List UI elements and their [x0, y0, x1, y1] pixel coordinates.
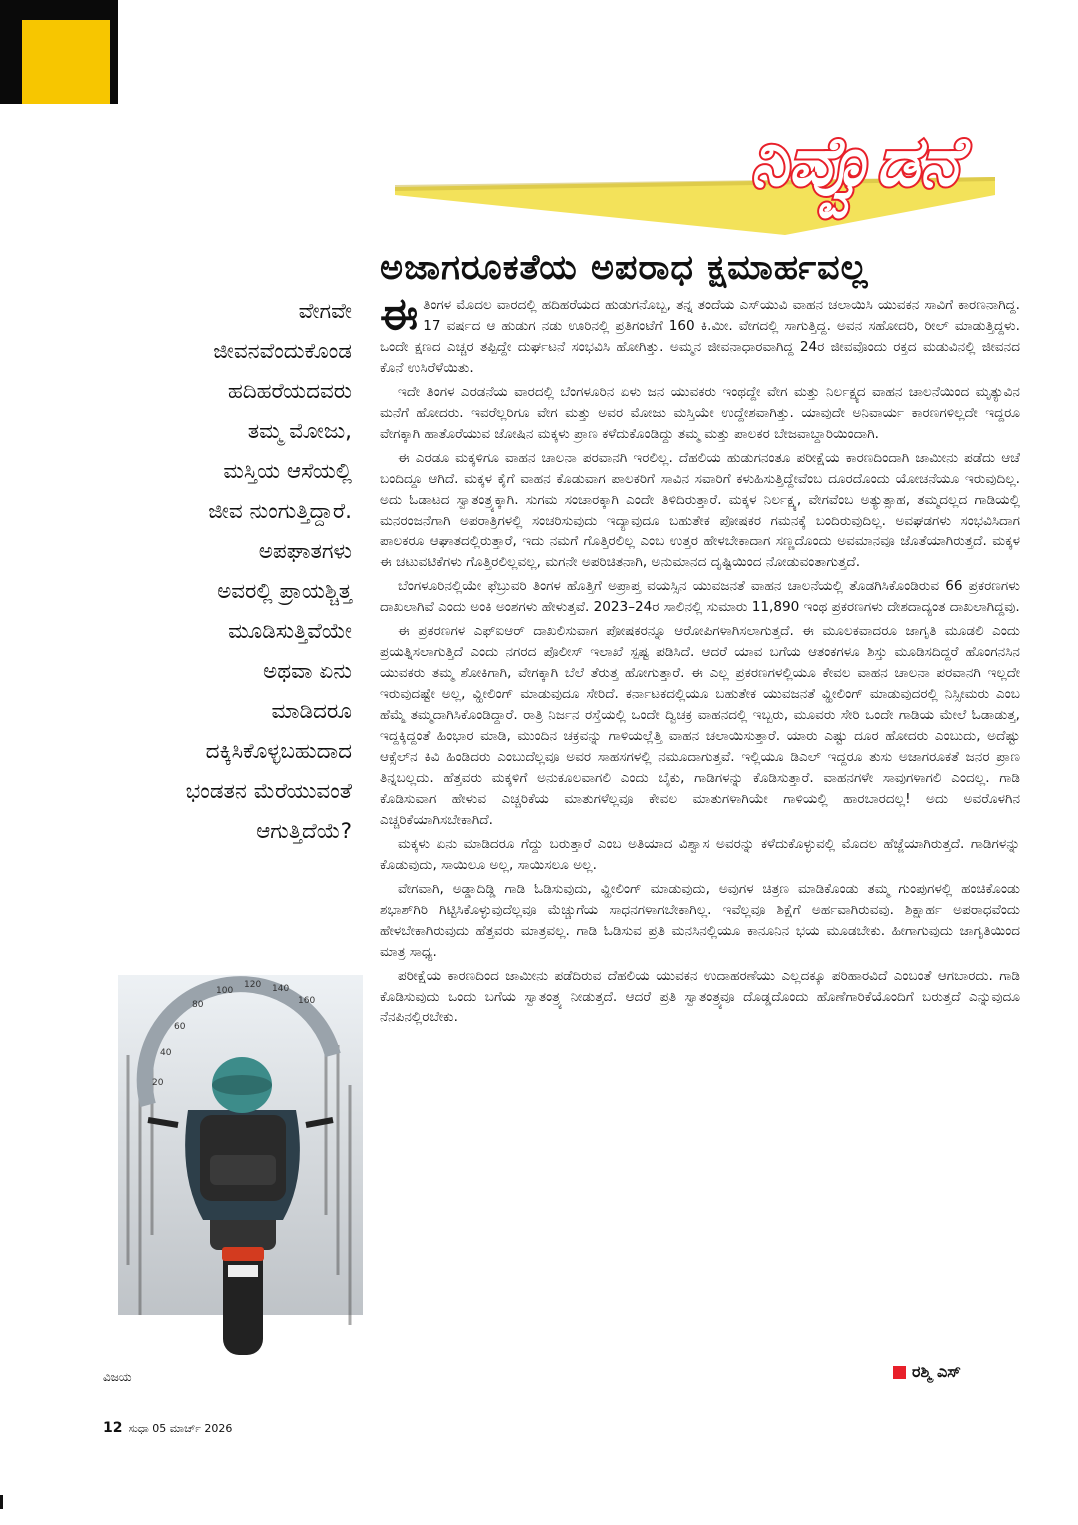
page-number: 12: [103, 1420, 123, 1436]
motorcycle-rider-illustration: [118, 935, 363, 1375]
drop-cap: ಈ: [380, 289, 419, 340]
photo-credit: ವಿಜಯ: [103, 1370, 132, 1384]
pull-quote-line: ಮಾಡಿದರೂ: [271, 699, 352, 724]
page-edge-mark: [0, 1495, 3, 1509]
helmet-band: [212, 1075, 272, 1095]
speedo-tick: 40: [160, 1048, 172, 1058]
byline-marker: [893, 1366, 906, 1379]
speedo-tick: 140: [272, 984, 290, 994]
tail-light: [222, 1247, 264, 1261]
speedo-tick: 20: [152, 1078, 164, 1088]
pull-quote-line: ಹದಿಹರೆಯದವರು: [227, 379, 352, 404]
article-paragraph: ಈತಿಂಗಳ ಮೊದಲ ವಾರದಲ್ಲಿ ಹದಿಹರೆಯದ ಹುಡುಗನೊಬ್ಬ, ತನ್ನ ತಂದೆಯ ಎಸ್‌ಯುವಿ ವಾಹನ ಚಲಾಯಿಸಿ ಯುವಕನ ಸಾವಿಗೆ ಕಾರಣನಾಗಿದ್ದ. 17 ವರ್ಷದ ಆ ಹುಡುಗ ನಡು ಊರಿನಲ್ಲಿ ಪ್ರತಿಗಂಟೆಗೆ 160 ಕಿ.ಮೀ. ವೇಗದಲ್ಲಿ ಸಾಗುತ್ತಿದ್ದ. ಅವನ ಸಹೋದರಿ, ರೀಲ್ ಮಾಡುತ್ತಿದ್ದಳು. ಒಂದೇ ಕ್ಷಣದ ಎಚ್ಚರ ತಪ್ಪಿದ್ದೇ ದುರ್ಘಟನೆ ಸಂಭವಿಸಿ ಹೋಗಿತ್ತು. ಅಮ್ಮನ ಜೀವನಾಧಾರವಾಗಿದ್ದ 24ರ ಜೀವವೊಂದು ರಕ್ತದ ಮಡುವಿನಲ್ಲಿ ಜೀವನದ ಕೊನೆ ಉಸಿರೆಳೆಯಿತು.: [380, 289, 1020, 376]
page-footer: [103, 1420, 232, 1436]
masthead-title: ನಿವ್ವೊಡನೆ: [750, 123, 960, 202]
pull-quote: [120, 292, 352, 852]
pull-quote-line: ಆಗುತ್ತಿದೆಯೆ?: [256, 819, 352, 844]
author-name: ರಶ್ಮಿ ಎಸ್: [912, 1362, 961, 1381]
article-paragraph: ಪರೀಕ್ಷೆಯ ಕಾರಣದಿಂದ ಜಾಮೀನು ಪಡೆದಿರುವ ದೆಹಲಿಯ ಯುವಕನ ಉದಾಹರಣೆಯು ಎಲ್ಲದಕ್ಕೂ ಪರಿಹಾರವಿದೆ ಎಂಬಂತೆ ಆಗಬಾರದು. ಗಾಡಿ ಕೊಡಿಸುವುದು ಒಂದು ಬಗೆಯ ಸ್ವಾತಂತ್ರ್ಯ ನೀಡುತ್ತದೆ. ಆದರೆ ಪ್ರತಿ ಸ್ವಾತಂತ್ರ್ಯವೂ ದೊಡ್ಡದೊಂದು ಹೊಣೆಗಾರಿಕೆಯೊಂದಿಗೆ ಬರುತ್ತದೆ ಎನ್ನುವುದೂ ನೆನಪಿನಲ್ಲಿರಬೇಕು.: [380, 967, 1020, 1026]
speedo-tick: 60: [174, 1022, 186, 1032]
pull-quote-line: ದಕ್ಕಿಸಿಕೊಳ್ಳಬಹುದಾದ: [205, 739, 352, 764]
article-paragraph: ಈ ಎರಡೂ ಮಕ್ಕಳಿಗೂ ವಾಹನ ಚಾಲನಾ ಪರವಾನಗಿ ಇರಲಿಲ್ಲ. ದೆಹಲಿಯ ಹುಡುಗನಂತೂ ಪರೀಕ್ಷೆಯ ಕಾರಣದಿಂದಾಗಿ ಜಾಮೀನು ಪಡೆದು ಆಚೆ ಬಂದಿದ್ದೂ ಆಗಿದೆ. ಮಕ್ಕಳ ಕೈಗೆ ವಾಹನ ಕೊಡುವಾಗ ಪಾಲಕರಿಗೆ ಸಾವಿನ ಸವಾರಿಗೆ ಕಳುಹಿಸುತ್ತಿದ್ದೇವೆಂಬ ದೂರದೊಂದು ಯೋಚನೆಯೂ ಇರುವುದಿಲ್ಲ. ಅದು ಓಡಾಟದ ಸ್ವಾತಂತ್ರ್ಯಕ್ಕಾಗಿ. ಸುಗಮ ಸಂಚಾರಕ್ಕಾಗಿ ಎಂದೇ ತಿಳಿದಿರುತ್ತಾರೆ. ಮಕ್ಕಳ ನಿರ್ಲಕ್ಷ್ಯ, ವೇಗವೆಂಬ ಅತ್ಯುತ್ಸಾಹ, ತಮ್ಮದಲ್ಲದ ಗಾಡಿಯಲ್ಲಿ ಮನರಂಜನೆಗಾಗಿ ಅಪರಾತ್ರಿಗಳಲ್ಲಿ ಸಂಚರಿಸುವುದು ಇದ್ಯಾವುದೂ ಬಹುತೇಕ ಪೋಷಕರ ಗಮನಕ್ಕೆ ಬಂದಿರುವುದಿಲ್ಲ. ಅವಘಡಗಳು ಸಂಭವಿಸಿದಾಗ ಪಾಲಕರೂ ಆಘಾತದಲ್ಲಿರುತ್ತಾರೆ, ಇದು ನಮಗೆ ಗೊತ್ತಿರಲಿಲ್ಲ ಎಂಬ ಉತ್ತರ ಹೇಳಬೇಕಾದಾಗ ಸಣ್ಣದೊಂದು ಅವಮಾನವೂ ಜೊತೆಯಾಗಿರುತ್ತದೆ. ಮಕ್ಕಳ ಈ ಚಟುವಟಿಕೆಗಳು ಗೊತ್ತಿರಲಿಲ್ಲವಲ್ಲ, ಮಗನೇ ಅಪರಿಚಿತನಾಗಿ, ಅನುಮಾನದ ದೃಷ್ಟಿಯಿಂದ ನೋಡುವಂತಾಗುತ್ತದೆ.: [380, 449, 1020, 571]
speedo-tick: 120: [244, 980, 262, 990]
backpack-pocket: [210, 1155, 276, 1185]
pull-quote-line: ಮಸ್ತಿಯ ಆಸೆಯಲ್ಲಿ: [223, 459, 352, 484]
article-paragraph: ವೇಗವಾಗಿ, ಅಡ್ಡಾದಿಡ್ಡಿ ಗಾಡಿ ಓಡಿಸುವುದು, ವ್ಹೀಲಿಂಗ್ ಮಾಡುವುದು, ಅವುಗಳ ಚಿತ್ರಣ ಮಾಡಿಕೊಂಡು ತಮ್ಮ ಗುಂಪುಗಳಲ್ಲಿ ಹಂಚಿಕೊಂಡು ಶಭಾಶ್‌ಗಿರಿ ಗಿಟ್ಟಿಸಿಕೊಳ್ಳುವುದೆಲ್ಲವೂ ಮೆಚ್ಚುಗೆಯ ಸಾಧನಗಳಾಗಬೇಕಾಗಿಲ್ಲ. ಇವೆಲ್ಲವೂ ಶಿಕ್ಷೆಗೆ ಅರ್ಹವಾಗಿರುವವು. ಶಿಕ್ಷಾರ್ಹ ಅಪರಾಧವೆಂದು ಹೇಳಬೇಕಾಗಿರುವುದು ಹೆತ್ತವರು ಮಾತ್ರವಲ್ಲ. ಗಾಡಿ ಓಡಿಸುವ ಪ್ರತಿ ಮನಸಿನಲ್ಲಿಯೂ ಕಾನೂನಿನ ಭಯ ಮೂಡಬೇಕು. ಹೀಗಾಗುವುದು ಜಾಗೃತಿಯಿಂದ ಮಾತ್ರ ಸಾಧ್ಯ.: [380, 880, 1020, 960]
article-paragraph: ಈ ಪ್ರಕರಣಗಳ ಎಫ್‌ಐಆರ್ ದಾಖಲಿಸುವಾಗ ಪೋಷಕರನ್ನೂ ಆರೋಪಿಗಳಾಗಿಸಲಾಗುತ್ತದೆ. ಈ ಮೂಲಕವಾದರೂ ಜಾಗೃತಿ ಮೂಡಲಿ ಎಂದು ಪ್ರಯತ್ನಿಸಲಾಗುತ್ತಿದೆ ಎಂದು ನಗರದ ಪೊಲೀಸ್ ಇಲಾಖೆ ಸ್ಪಷ್ಟ ಪಡಿಸಿದೆ. ಆದರೆ ಯಾವ ಬಗೆಯ ಆತಂಕಗಳೂ ಶಿಸ್ತು ಮೂಡಿಸದಿದ್ದರೆ ಹೊಂಗನಸಿನ ಯುವಕರು ತಮ್ಮ ಶೋಕಿಗಾಗಿ, ವೇಗಕ್ಕಾಗಿ ಬೆಲೆ ತೆರುತ್ತ ಹೋಗುತ್ತಾರೆ. ಈ ಎಲ್ಲ ಪ್ರಕರಣಗಳಲ್ಲಿಯೂ ಕೇವಲ ವಾಹನ ಚಾಲನಾ ಪರವಾನಗಿ ಇಲ್ಲದೇ ಇರುವುದಷ್ಟೇ ಅಲ್ಲ, ವ್ಹೀಲಿಂಗ್ ಮಾಡುವುದೂ ಸೇರಿದೆ. ಕರ್ನಾಟಕದಲ್ಲಿಯೂ ಬಹುತೇಕ ಯುವಜನತೆ ವ್ಹೀಲಿಂಗ್ ಮಾಡುವುದರಲ್ಲಿ ನಿಸ್ಸೀಮರು ಎಂಬ ಹೆಮ್ಮೆ ತಮ್ಮದಾಗಿಸಿಕೊಂಡಿದ್ದಾರೆ. ರಾತ್ರಿ ನಿರ್ಜನ ರಸ್ತೆಯಲ್ಲಿ ಒಂದೇ ದ್ವಿಚಕ್ರ ವಾಹನದಲ್ಲಿ ಇಬ್ಬರು, ಮೂವರು ಸೇರಿ ಒಂದೇ ಗಾಡಿಯ ಮೇಲೆ ಓಡಾಡುತ್ತ, ಇದ್ದಕ್ಕಿದ್ದಂತೆ ಹಿಂಭಾರ ಮಾಡಿ, ಮುಂದಿನ ಚಕ್ರವನ್ನು ಗಾಳಿಯಲ್ಲೆತ್ತಿ ವಾಹನ ಚಲಾಯಿಸುತ್ತಾರೆ. ಯಾರು ಎಷ್ಟು ದೂರ ಹೋದರು ಎಂಬುದು, ಅದೆಷ್ಟು ಆಕ್ಸೆಲ್‌ನ ಕಿವಿ ಹಿಂಡಿದರು ಎಂಬುದೆಲ್ಲವೂ ಅವರ ಸಾಹಸಗಳಲ್ಲಿ ನಮೂದಾಗುತ್ತವೆ. ಇಲ್ಲಿಯೂ ಡಿಎಲ್ ಇದ್ದರೂ ತುಸು ಅಜಾಗರೂಕತೆ ಜನರ ಪ್ರಾಣ ತಿನ್ನಬಲ್ಲದು. ಹೆತ್ತವರು ಮಕ್ಕಳಿಗೆ ಅನುಕೂಲವಾಗಲಿ ಎಂದು ಬೈಕು, ಗಾಡಿಗಳನ್ನು ಕೊಡಿಸುತ್ತಾರೆ. ವಾಹನಗಳೇ ಸಾವುಗಳಾಗಲಿ ಎಂದಲ್ಲ. ಗಾಡಿ ಕೊಡಿಸುವಾಗ ಹೇಳುವ ಎಚ್ಚರಿಕೆಯ ಮಾತುಗಳೆಲ್ಲವೂ ಕೇವಲ ಮಾತುಗಳಾಗಿಯೇ ಗಾಳಿಯಲ್ಲಿ ಹಾರಬಾರದಲ್ಲ! ಅದು ಅವರೊಳಗಿನ ಎಚ್ಚರಿಕೆಯಾಗಿಸಬೇಕಾಗಿದೆ.: [380, 623, 1020, 828]
pull-quote-line: ಜೀವ ನುಂಗುತ್ತಿದ್ದಾರೆ.: [208, 499, 352, 524]
speedo-tick: 100: [216, 986, 234, 996]
speedo-tick: 160: [298, 996, 316, 1006]
speedo-tick: 80: [192, 1000, 204, 1010]
license-plate: [228, 1265, 258, 1277]
pull-quote-line: ಅವರಲ್ಲಿ ಪ್ರಾಯಶ್ಚಿತ್ತ: [217, 579, 352, 604]
article-paragraph: ಮಕ್ಕಳು ಏನು ಮಾಡಿದರೂ ಗೆದ್ದು ಬರುತ್ತಾರೆ ಎಂಬ ಅತಿಯಾದ ವಿಶ್ವಾಸ ಅವರನ್ನು ಕಳೆದುಕೊಳ್ಳುವಲ್ಲಿ ಮೊದಲ ಹೆಜ್ಜೆಯಾಗಿರುತ್ತದೆ. ಗಾಡಿಗಳನ್ನು ಕೊಡುವುದು, ಸಾಯಿಲೂ ಅಲ್ಲ, ಸಾಯಿಸಲೂ ಅಲ್ಲ.: [380, 835, 1020, 873]
pull-quote-line: ಅಪಘಾತಗಳು: [258, 539, 352, 564]
article-body: [380, 289, 1020, 1031]
pull-quote-line: ಭಂಡತನ ಮೆರೆಯುವಂತೆ: [185, 779, 352, 804]
section-masthead: [395, 115, 995, 255]
pull-quote-line: ವೇಗವೇ: [298, 299, 352, 324]
pull-quote-line: ಜೀವನವೆಂದುಕೊಂಡ: [213, 339, 352, 364]
pull-quote-line: ತಮ್ಮ ಮೋಜು,: [247, 419, 352, 444]
article-headline: ಅಜಾಗರೂಕತೆಯ ಅಪರಾಧ ಕ್ಷಮಾರ್ಹವಲ್ಲ: [380, 248, 869, 288]
article-paragraph: ಬೆಂಗಳೂರಿನಲ್ಲಿಯೇ ಫೆಬ್ರುವರಿ ತಿಂಗಳ ಹೊತ್ತಿಗೆ ಅಪ್ರಾಪ್ತ ವಯಸ್ಸಿನ ಯುವಜನತೆ ವಾಹನ ಚಾಲನೆಯಲ್ಲಿ ತೊಡಗಿಸಿಕೊಂಡಿರುವ 66 ಪ್ರಕರಣಗಳು ದಾಖಲಾಗಿವೆ ಎಂದು ಅಂಕಿ ಅಂಶಗಳು ಹೇಳುತ್ತವೆ. 2023–24ರ ಸಾಲಿನಲ್ಲಿ ಸುಮಾರು 11,890 ಇಂಥ ಪ್ರಕರಣಗಳು ದೇಶದಾದ್ಯಂತ ದಾಖಲಾಗಿದ್ದವು.: [380, 578, 1020, 616]
article-paragraph: ಇದೇ ತಿಂಗಳ ಎರಡನೆಯ ವಾರದಲ್ಲಿ ಬೆಂಗಳೂರಿನ ಏಳು ಜನ ಯುವಕರು ಇಂಥದ್ದೇ ವೇಗ ಮತ್ತು ನಿರ್ಲಕ್ಷ್ಯದ ವಾಹನ ಚಾಲನೆಯಿಂದ ಮೃತ್ಯುವಿನ ಮನೆಗೆ ಹೋದರು. ಇವರೆಲ್ಲರಿಗೂ ವೇಗ ಮತ್ತು ಅವರ ಮೋಜು ಮಸ್ತಿಯೇ ಉದ್ದೇಶವಾಗಿತ್ತು. ಯಾವುದೇ ಅನಿವಾರ್ಯ ಕಾರಣಗಳಿಲ್ಲದೇ ಇದ್ದರೂ ವೇಗಕ್ಕಾಗಿ ಹಾತೊರೆಯುವ ಜೋಷಿನ ಮಕ್ಕಳು ಪ್ರಾಣ ಕಳೆದುಕೊಂಡಿದ್ದು ತಮ್ಮ ಮತ್ತು ಪಾಲಕರ ಬೇಜವಾಬ್ದಾರಿಯಿಂದಾಗಿ.: [380, 383, 1020, 442]
pull-quote-line: ಅಥವಾ ಏನು: [263, 659, 352, 684]
corner-block-yellow: [22, 20, 110, 104]
magazine-issue: ಸುಧಾ 05 ಮಾರ್ಚ್ 2026: [128, 1422, 233, 1435]
author-byline: [893, 1362, 961, 1382]
pull-quote-line: ಮೂಡಿಸುತ್ತಿವೆಯೇ: [228, 619, 352, 644]
